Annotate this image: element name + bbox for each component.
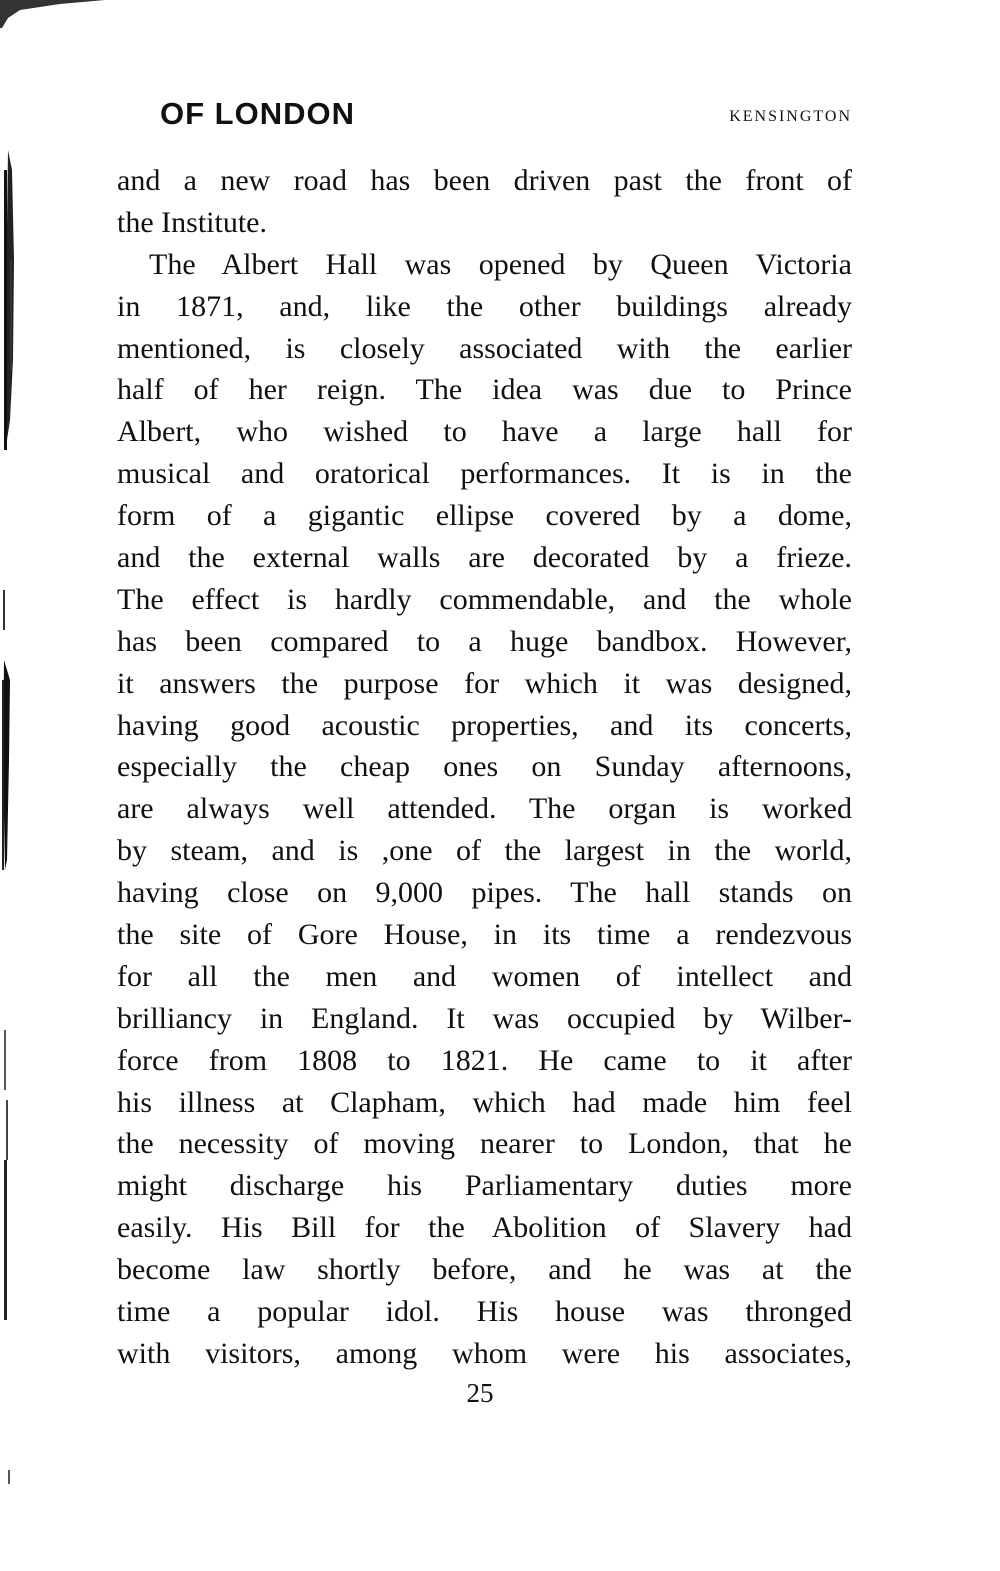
text-line: the site of Gore House, in its time a rendezvous [117, 918, 852, 952]
text-line: for all the men and women of intellect and [117, 959, 852, 993]
running-head-title: OF LONDON [160, 96, 355, 131]
text-line: The effect is hardly commendable, and the whole [117, 582, 852, 616]
text-line: having good acoustic properties, and its concerts, [117, 708, 852, 742]
text-line: half of her reign. The idea was due to Prince [117, 373, 852, 407]
text-line: easily. His Bill for the Abolition of Slavery had [117, 1211, 852, 1245]
text-line: brilliancy in England. It was occupied by Wilber- [117, 1001, 852, 1035]
body-text [117, 160, 852, 1375]
text-line: has been compared to a huge bandbox. However, [117, 624, 852, 658]
text-line: might discharge his Parliamentary duties more [117, 1169, 852, 1203]
text-line: his illness at Clapham, which had made him feel [117, 1085, 852, 1119]
scan-corner-mark [0, 0, 110, 30]
running-head [160, 96, 852, 146]
text-line: having close on 9,000 pipes. The hall stands on [117, 876, 852, 910]
page-number: 25 [466, 1378, 494, 1408]
running-head-section: KENSINGTON [729, 108, 852, 125]
text-line: and the external walls are decorated by a frieze. [117, 541, 852, 575]
binding-shadow [0, 0, 40, 1571]
text-line: musical and oratorical performances. It is in the [117, 457, 852, 491]
text-line: Albert, who wished to have a large hall for [117, 415, 852, 449]
text-line: especially the cheap ones on Sunday afternoons, [117, 750, 852, 784]
text-line: The Albert Hall was opened by Queen Victoria [149, 247, 852, 281]
text-line: by steam, and is ,one of the largest in the world, [117, 834, 852, 868]
text-line: the Institute. [117, 205, 267, 239]
text-line: and a new road has been driven past the front of [117, 164, 852, 197]
text-line: are always well attended. The organ is worked [117, 792, 852, 826]
text-line: become law shortly before, and he was at the [117, 1253, 852, 1287]
text-line: mentioned, is closely associated with the earlier [117, 331, 852, 365]
text-line: the necessity of moving nearer to London, that he [117, 1127, 852, 1161]
text-line: with visitors, among whom were his associates, [117, 1336, 852, 1370]
text-line: form of a gigantic ellipse covered by a dome, [117, 499, 852, 533]
text-line: time a popular idol. His house was thronged [117, 1295, 852, 1329]
text-line: force from 1808 to 1821. He came to it after [117, 1043, 852, 1077]
text-line: in 1871, and, like the other buildings already [117, 289, 852, 323]
text-line: it answers the purpose for which it was designed, [117, 666, 852, 700]
